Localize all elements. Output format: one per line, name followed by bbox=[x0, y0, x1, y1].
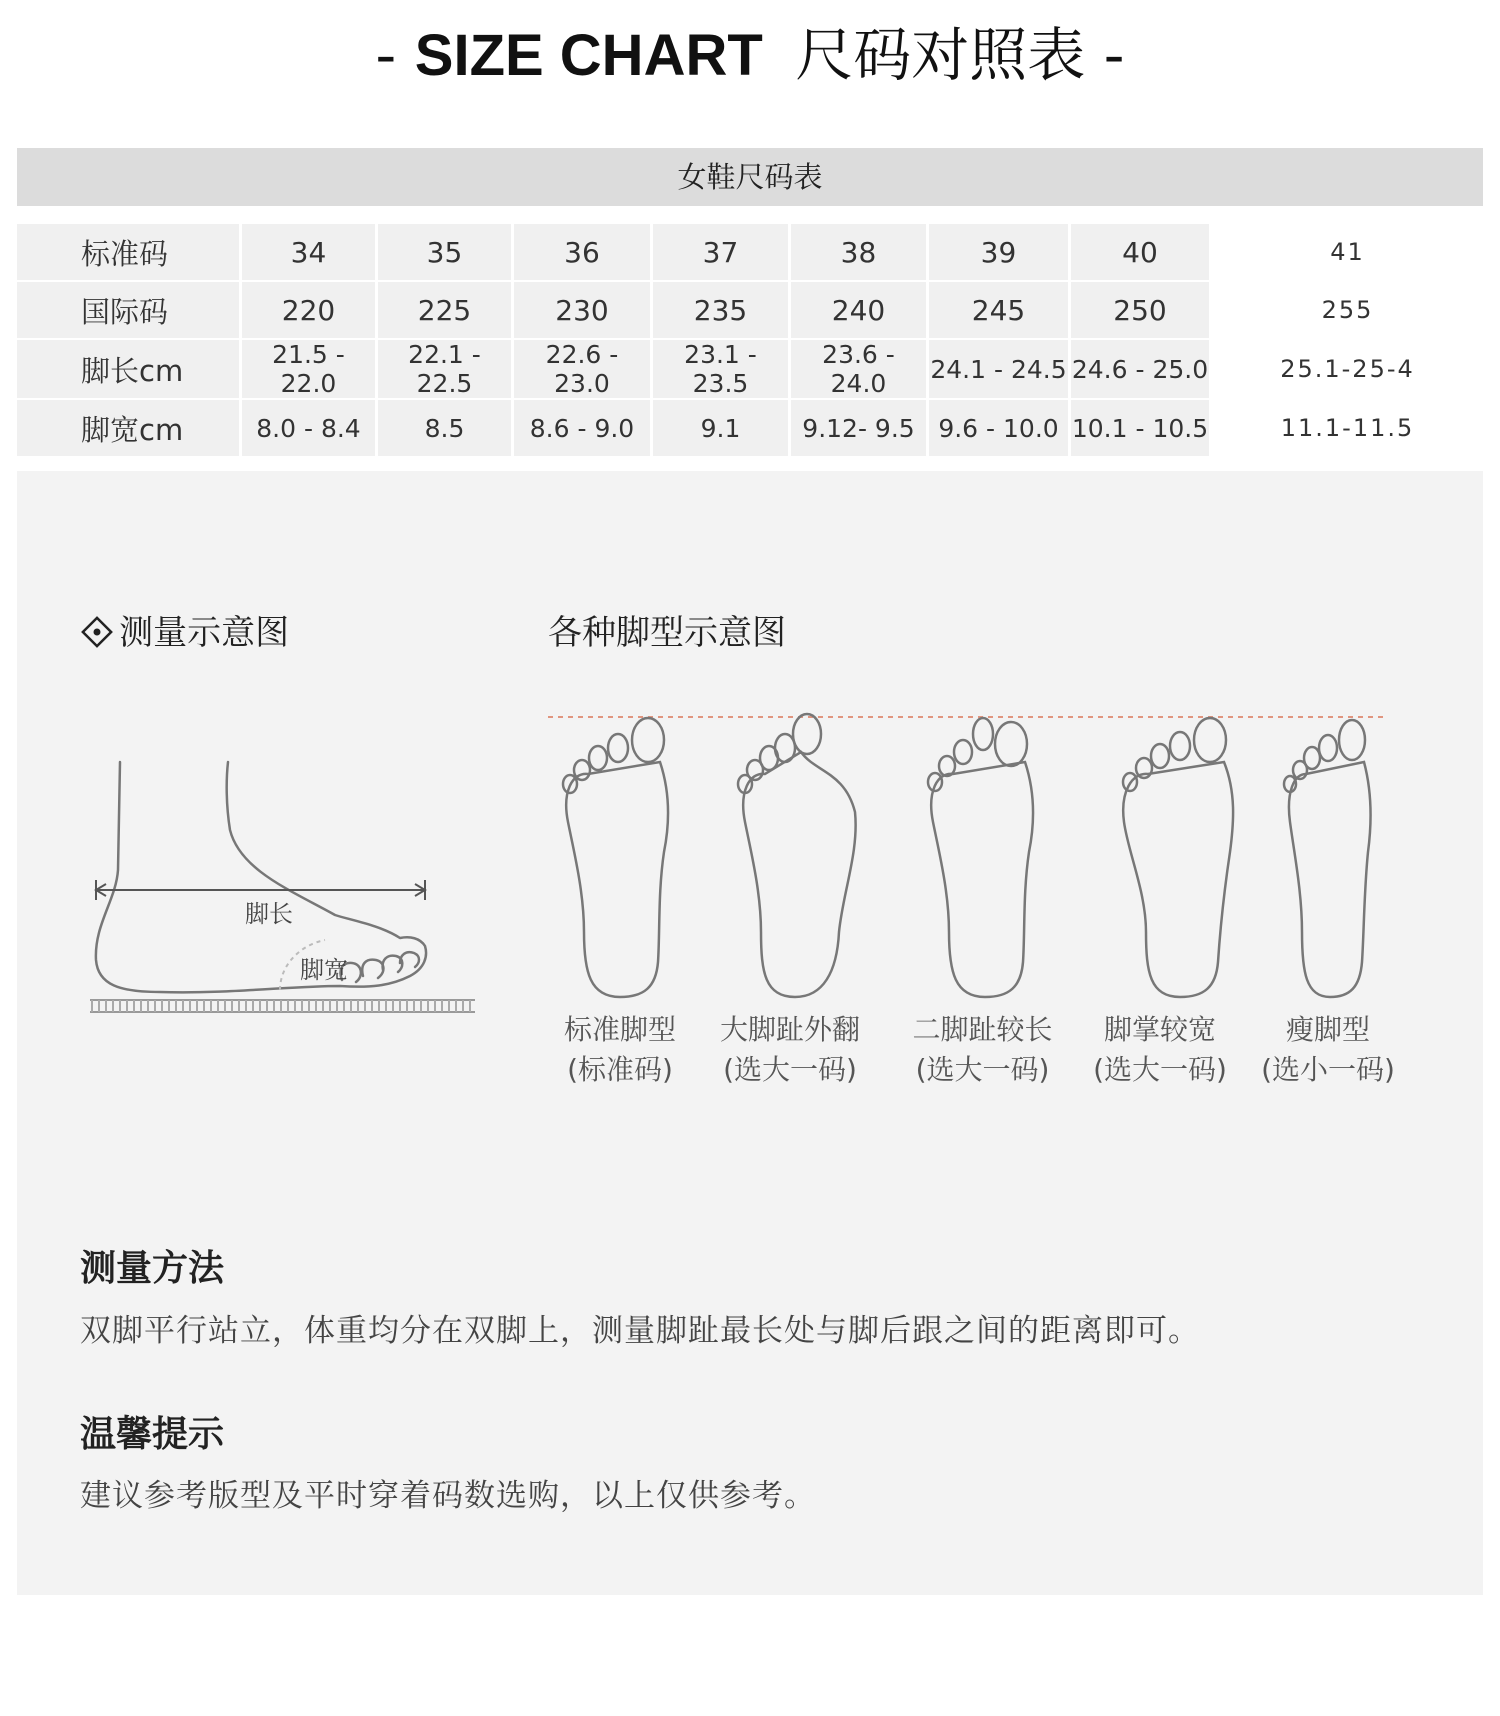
foot-type-name: 大脚趾外翻 bbox=[719, 1013, 860, 1046]
table-cell: 35 bbox=[378, 224, 514, 282]
measure-diagram-heading bbox=[80, 605, 289, 654]
table-row-standard bbox=[17, 224, 1483, 282]
row-label-length: 脚长cm bbox=[17, 340, 242, 400]
row-label-international: 国际码 bbox=[17, 282, 242, 340]
table-row-width bbox=[17, 400, 1483, 458]
table-cell: 8.6 - 9.0 bbox=[514, 400, 653, 458]
bunion-foot-icon bbox=[735, 712, 865, 1002]
table-header: 女鞋尺码表 bbox=[17, 148, 1483, 206]
table-cell: 250 bbox=[1071, 282, 1212, 340]
page-title bbox=[0, 8, 1500, 92]
table-cell: 37 bbox=[653, 224, 791, 282]
long-second-toe-foot-icon bbox=[925, 712, 1045, 1002]
table-cell: 11.1-11.5 bbox=[1212, 400, 1483, 458]
table-cell: 23.6 - 24.0 bbox=[791, 340, 929, 400]
foot-type-name: 二脚趾较长 bbox=[912, 1013, 1053, 1046]
table-cell: 36 bbox=[514, 224, 653, 282]
table-cell: 230 bbox=[514, 282, 653, 340]
table-row-length bbox=[17, 340, 1483, 400]
tips-heading: 温馨提示 bbox=[80, 1414, 225, 1455]
foot-type-caption-long-second-toe bbox=[895, 1010, 1070, 1090]
foot-type-advice: (选大一码) bbox=[915, 1053, 1050, 1086]
table-cell: 38 bbox=[791, 224, 929, 282]
side-foot-illustration bbox=[80, 750, 480, 1020]
table-cell: 9.6 - 10.0 bbox=[929, 400, 1071, 458]
width-label: 脚宽 bbox=[300, 956, 348, 984]
table-cell: 225 bbox=[378, 282, 514, 340]
table-cell: 9.1 bbox=[653, 400, 791, 458]
table-cell: 24.6 - 25.0 bbox=[1071, 340, 1212, 400]
table-cell: 41 bbox=[1212, 224, 1483, 282]
table-cell: 40 bbox=[1071, 224, 1212, 282]
foot-type-caption-bunion bbox=[705, 1010, 875, 1090]
table-cell: 34 bbox=[242, 224, 378, 282]
foot-type-name: 标准脚型 bbox=[563, 1013, 676, 1046]
measure-diamond-icon bbox=[80, 615, 114, 649]
row-label-width: 脚宽cm bbox=[17, 400, 242, 458]
table-cell: 9.12- 9.5 bbox=[791, 400, 929, 458]
slim-foot-icon bbox=[1280, 712, 1380, 1002]
measure-diagram-title: 测量示意图 bbox=[119, 613, 290, 653]
foot-type-caption-standard bbox=[540, 1010, 700, 1090]
table-cell: 240 bbox=[791, 282, 929, 340]
foot-type-name: 瘦脚型 bbox=[1285, 1013, 1370, 1046]
table-cell: 39 bbox=[929, 224, 1071, 282]
table-cell: 8.0 - 8.4 bbox=[242, 400, 378, 458]
foot-type-advice: (选小一码) bbox=[1261, 1053, 1395, 1086]
table-cell: 255 bbox=[1212, 282, 1483, 340]
table-cell: 235 bbox=[653, 282, 791, 340]
table-cell: 245 bbox=[929, 282, 1071, 340]
foot-types-title: 各种脚型示意图 bbox=[548, 613, 786, 653]
method-text: 双脚平行站立，体重均分在双脚上，测量脚趾最长处与脚后跟之间的距离即可。 bbox=[80, 1313, 1200, 1349]
title-chinese: 尺码对照表 bbox=[795, 21, 1086, 89]
tips-text: 建议参考版型及平时穿着码数选购，以上仅供参考。 bbox=[80, 1478, 816, 1514]
title-english: SIZE CHART bbox=[414, 23, 763, 88]
length-label: 脚长 bbox=[245, 900, 293, 928]
foot-type-name: 脚掌较宽 bbox=[1103, 1013, 1216, 1046]
table-cell: 22.6 - 23.0 bbox=[514, 340, 653, 400]
title-dash-left: - bbox=[375, 21, 397, 89]
table-cell: 24.1 - 24.5 bbox=[929, 340, 1071, 400]
method-heading: 测量方法 bbox=[80, 1248, 225, 1289]
row-label-standard: 标准码 bbox=[17, 224, 242, 282]
foot-type-caption-slim bbox=[1248, 1010, 1408, 1090]
standard-foot-icon bbox=[560, 712, 680, 1002]
table-cell: 8.5 bbox=[378, 400, 514, 458]
table-row-international bbox=[17, 282, 1483, 340]
table-cell: 21.5 - 22.0 bbox=[242, 340, 378, 400]
foot-type-caption-wide-forefoot bbox=[1080, 1010, 1240, 1090]
table-cell: 25.1-25-4 bbox=[1212, 340, 1483, 400]
size-table bbox=[17, 224, 1483, 458]
table-cell: 22.1 - 22.5 bbox=[378, 340, 514, 400]
table-cell: 220 bbox=[242, 282, 378, 340]
table-cell: 23.1 - 23.5 bbox=[653, 340, 791, 400]
table-cell: 10.1 - 10.5 bbox=[1071, 400, 1212, 458]
foot-type-advice: (标准码) bbox=[567, 1053, 673, 1086]
title-dash-right: - bbox=[1103, 21, 1125, 89]
foot-type-advice: (选大一码) bbox=[723, 1053, 857, 1086]
wide-forefoot-icon bbox=[1120, 712, 1240, 1002]
foot-type-advice: (选大一码) bbox=[1093, 1053, 1227, 1086]
